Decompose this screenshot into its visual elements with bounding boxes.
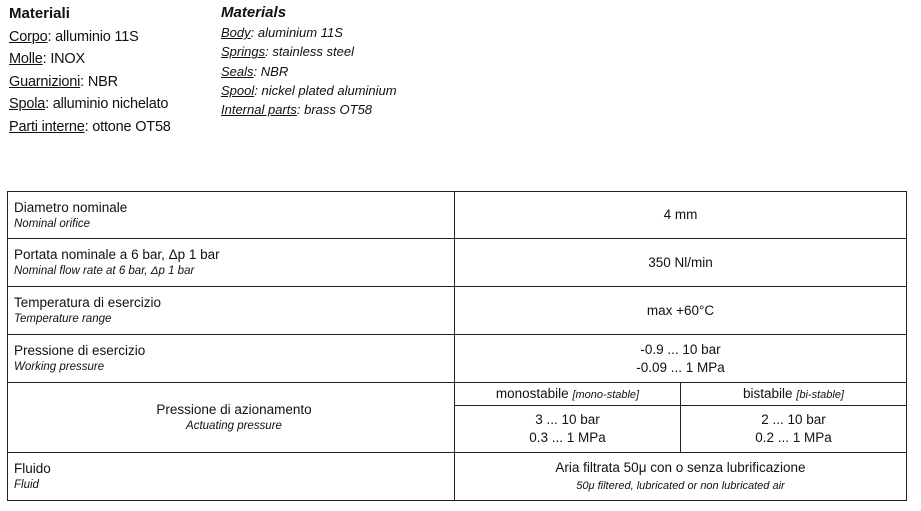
material-value: alluminio nichelato: [52, 96, 169, 112]
material-line: Internal parts: brass OT58: [221, 102, 373, 118]
fluid-en: 50μ filtered, lubricated or non lubricated air: [576, 479, 785, 492]
spec-label-en: Fluid: [14, 479, 39, 491]
material-value: brass OT58: [304, 102, 373, 118]
pressure-mpa: -0.09 ... 1 MPa: [636, 359, 725, 375]
fluid-it: Aria filtrata 50μ con o senza lubrificazione: [555, 459, 806, 475]
materials-english: [221, 3, 397, 119]
material-line: Molle: INOX: [9, 51, 85, 67]
spec-label: [8, 383, 455, 453]
material-value: nickel plated aluminium: [261, 82, 397, 98]
mono-stable-value: [455, 406, 681, 453]
bi-stable-header: [681, 383, 907, 406]
material-line: Springs: stainless steel: [221, 44, 354, 60]
pressure-bar: -0.9 ... 10 bar: [640, 341, 721, 357]
material-key: Guarnizioni: [9, 73, 81, 90]
material-key: Body: [221, 25, 251, 40]
spec-label-it: Pressione di esercizio: [14, 343, 146, 358]
table-row-flow: [8, 239, 907, 287]
table-row-actuating-header: [8, 383, 907, 406]
spec-value: max +60°C: [455, 287, 907, 335]
table-row-temperature: [8, 287, 907, 335]
material-value: NBR: [260, 63, 289, 79]
spec-label-en: Nominal orifice: [14, 217, 91, 230]
material-key: Corpo: [9, 28, 48, 45]
spec-label: [8, 453, 455, 501]
bi-bar: 2 ... 10 bar: [761, 412, 826, 427]
material-key: Spool: [221, 82, 255, 98]
material-value: alluminio 11S: [55, 28, 139, 45]
spec-label-it: Portata nominale a 6 bar, Δp 1 bar: [14, 247, 220, 262]
mono-stable-header: [455, 383, 681, 406]
material-line: Parti interne: ottone OT58: [9, 118, 171, 135]
material-key: Internal parts: [221, 102, 297, 118]
table-row-orifice: [8, 192, 907, 239]
material-key: Seals: [221, 63, 254, 79]
mono-bar: 3 ... 10 bar: [535, 412, 600, 427]
bi-mpa: 0.2 ... 1 MPa: [755, 430, 832, 445]
spec-label-en: Working pressure: [14, 361, 105, 373]
material-line: Spool: nickel plated aluminium: [221, 82, 397, 98]
materials-italian: [9, 3, 171, 138]
mono-mpa: 0.3 ... 1 MPa: [529, 430, 606, 445]
material-key: Molle: [9, 51, 43, 67]
materials-title-en: Materials: [221, 4, 287, 21]
table-row-fluid: [8, 453, 907, 501]
specifications-table: [7, 191, 907, 501]
spec-label-en: Actuating pressure: [186, 420, 282, 432]
material-line: Seals: NBR: [221, 63, 289, 79]
material-value: ottone OT58: [92, 118, 171, 135]
spec-label-en: Nominal flow rate at 6 bar, Δp 1 bar: [14, 265, 195, 277]
material-key: Spola: [9, 96, 46, 112]
bi-label: bistabile: [743, 385, 793, 401]
mono-label: monostabile: [495, 385, 569, 401]
material-value: aluminium 11S: [257, 25, 343, 40]
materials-title-it: Materiali: [9, 5, 70, 22]
spec-label-it: Pressione di azionamento: [156, 402, 312, 417]
spec-value: 350 Nl/min: [455, 239, 907, 287]
spec-value: 4 mm: [455, 192, 907, 239]
bi-stable-value: [681, 406, 907, 453]
spec-label-it: Fluido: [14, 461, 51, 476]
spec-label: [8, 287, 455, 335]
material-value: NBR: [87, 73, 118, 90]
spec-value: [455, 335, 907, 383]
material-line: Guarnizioni: NBR: [9, 73, 118, 90]
spec-label-it: Diametro nominale: [14, 199, 128, 215]
spec-label: [8, 335, 455, 383]
material-key: Parti interne: [9, 118, 85, 135]
material-key: Springs: [221, 44, 266, 60]
spec-label: [8, 239, 455, 287]
spec-value: [455, 453, 907, 501]
spec-label: [8, 192, 455, 239]
material-line: Corpo: alluminio 11S: [9, 28, 139, 45]
material-line: Body: aluminium 11S: [221, 25, 343, 40]
bi-label-en: [bi-stable]: [796, 388, 844, 401]
material-line: Spola: alluminio nichelato: [9, 96, 169, 112]
spec-label-it: Temperatura di esercizio: [14, 295, 162, 310]
spec-label-en: Temperature range: [14, 313, 112, 325]
material-value: stainless steel: [272, 44, 354, 60]
material-value: INOX: [50, 51, 85, 67]
mono-label-en: [mono-stable]: [572, 388, 640, 401]
table-row-working-pressure: [8, 335, 907, 383]
